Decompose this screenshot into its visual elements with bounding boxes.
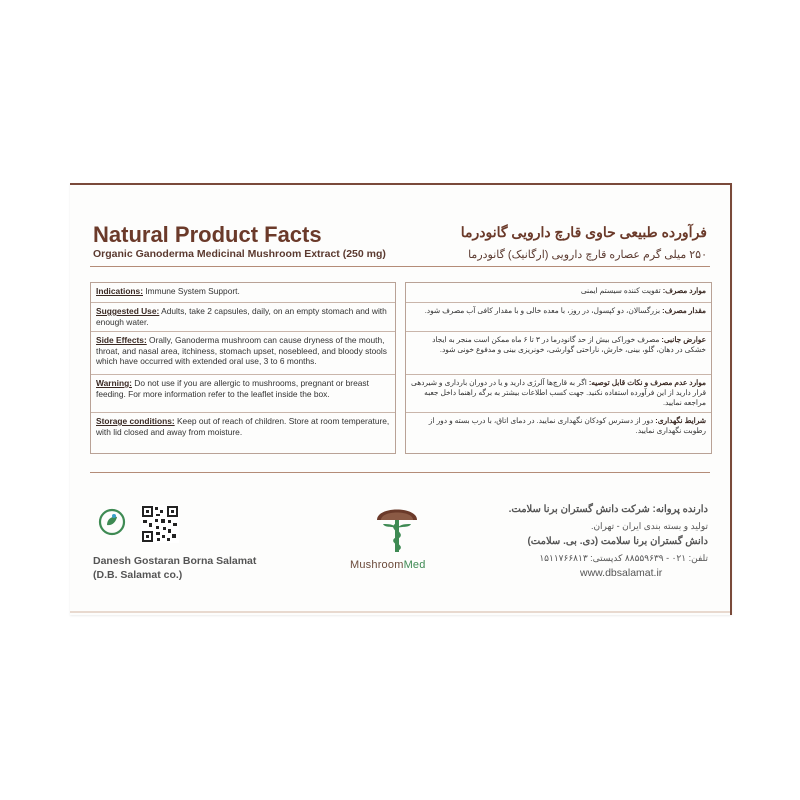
company-short-name: (D.B. Salamat co.)	[93, 569, 183, 581]
subtitle-persian: ۲۵۰ میلی گرم عصاره قارچ دارویی (ارگانیک) گانودرما	[468, 249, 707, 261]
website-link[interactable]: www.dbsalamat.ir	[580, 567, 663, 579]
fact-row-fa-side-effects	[406, 332, 711, 375]
title-english: Natural Product Facts	[93, 222, 322, 247]
facts-table-english	[90, 282, 396, 454]
fact-label: Indications:	[96, 286, 143, 296]
fact-row-fa-warning	[406, 375, 711, 413]
fact-row-fa-indications	[406, 283, 711, 303]
brand-name: Mushroom	[350, 559, 404, 571]
fact-label: مقدار مصرف:	[662, 306, 706, 315]
fact-row-indications	[91, 283, 395, 303]
fact-row-fa-dosage	[406, 303, 711, 332]
production-location: تولید و بسته بندی ایران - تهران.	[590, 521, 708, 531]
qr-code-icon	[141, 505, 179, 543]
fact-label: موارد مصرف:	[662, 286, 706, 295]
fact-text: Do not use if you are allergic to mushrooms, pregnant or breast feeding. For more information refer to the leaflet inside the box.	[96, 378, 369, 399]
company-logo-icon	[98, 508, 126, 536]
fact-label: موارد عدم مصرف و نکات قابل توصیه:	[588, 378, 706, 387]
fact-row-warning	[91, 375, 395, 413]
header-divider	[90, 266, 710, 267]
contact-info: تلفن: ۰۲۱ - ۸۸۵۵۹۶۳۹ کدپستی: ۱۵۱۱۷۶۶۸۱۳	[539, 553, 708, 563]
fact-label: Side Effects:	[96, 335, 147, 345]
license-holder: دارنده پروانه: شرکت دانش گستران برنا سلامت.	[508, 504, 708, 515]
fact-label: شرایط نگهداری:	[655, 416, 706, 425]
fact-text: Immune System Support.	[143, 286, 240, 296]
footer-divider	[90, 472, 710, 473]
facts-table-persian	[405, 282, 712, 454]
fact-text: بزرگسالان، دو کپسول، در روز، با معده خالی و با مقدار کافی آب مصرف شود.	[424, 306, 663, 315]
fact-text: Orally, Ganoderma mushroom can cause dryness of the mouth, throat, and nasal area, itchiness, stomach upset, nosebleed, and bloody stools which have occurred with extended oral use, 3 to 6 months.	[96, 335, 387, 366]
fact-row-suggested-use	[91, 303, 395, 332]
brand-wordmark	[350, 559, 426, 571]
panel-bottom-edge	[70, 611, 730, 613]
company-info-persian	[509, 502, 708, 566]
fact-label: Storage conditions:	[96, 416, 175, 426]
fact-row-fa-storage	[406, 413, 711, 451]
fact-row-storage	[91, 413, 395, 451]
company-name-persian: دانش گستران برنا سلامت (دی. بی. سلامت)	[527, 536, 708, 547]
company-name-english	[93, 554, 256, 582]
fact-text: دور از دسترس کودکان نگهداری نمایید. در دمای اتاق، با درب بسته و دور از رطوبت نگهداری نمایید.	[428, 416, 706, 436]
fact-text: Adults, take 2 capsules, daily, on an empty stomach and with enough water.	[96, 306, 387, 327]
fact-text: اگر به قارچ‌ها آلرژی دارید و یا در دوران بارداری و شیردهی قرار دارید از این فرآورده استفاده نکنید. جهت کسب اطلاعات بیشتر به برگه راهنما داخل جعبه مراجعه نمایید.	[411, 378, 706, 408]
fact-label: Warning:	[96, 378, 132, 388]
fact-text: Keep out of reach of children. Store at room temperature, with lid closed and away from moisture.	[96, 416, 390, 437]
company-name-line: Danesh Gostaran Borna Salamat	[93, 555, 257, 567]
brand-name-suffix: Med	[403, 559, 426, 571]
fact-text: تقویت کننده سیستم ایمنی	[580, 286, 663, 295]
fact-row-side-effects	[91, 332, 395, 375]
subtitle-english: Organic Ganoderma Medicinal Mushroom Extract (250 mg)	[93, 248, 386, 260]
fact-text: مصرف خوراکی بیش از حد گانودرما در ۳ تا ۶ ماه ممکن است منجر به ایجاد خشکی در دهان، گلو، بینی، خارش، ناراحتی گوارشی، خونریزی بینی و مدفوع خونی شود.	[432, 335, 706, 355]
title-persian: فرآورده طبیعی حاوی قارچ دارویی گانودرما	[460, 224, 707, 240]
fact-label: Suggested Use:	[96, 306, 160, 316]
mushroom-med-logo-icon	[373, 498, 421, 556]
fact-label: عوارض جانبی:	[661, 335, 706, 344]
